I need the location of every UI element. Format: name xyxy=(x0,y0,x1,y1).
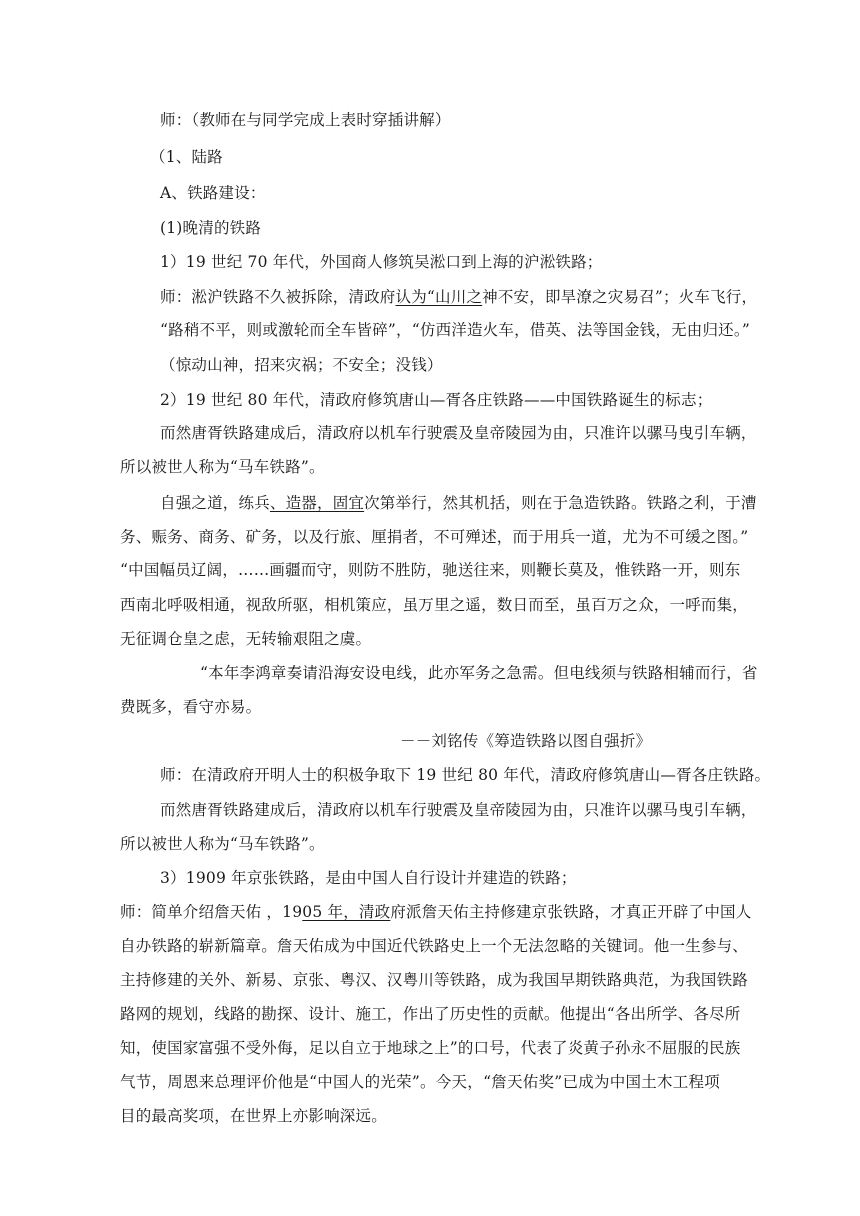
point-3-jingzhang-railway: 3）1909 年京张铁路，是由中国人自行设计并建造的铁路； xyxy=(160,869,577,887)
subsection-heading-late-qing-railway: (1)晚清的铁路 xyxy=(160,219,262,237)
quote-self-strengthening-part-c: 次第举行，然其机括，则在于急造铁路。铁路之利，于漕 xyxy=(364,494,757,512)
summary-reasons: （惊动山神，招来灾祸；不安全；没钱） xyxy=(160,356,443,374)
underlined-phrase-1905-qing: 05 年，清政 xyxy=(302,903,391,921)
teacher-note-zhan-part-a: 师：简单介绍詹天佑 ，19 xyxy=(120,903,303,921)
quote-self-strengthening-line-1 xyxy=(160,493,757,513)
quote-train-hazards: “路稍不平，则或激轮而全车皆碎”，“仿西洋造火车，借英、法等国金钱，无由归还。” xyxy=(160,321,750,339)
quote-telegraph-line-2: 费既多，看守亦易。 xyxy=(120,698,262,716)
quote-vast-territory-line-2: 西南北呼吸相通，视敌所驱，相机策应，虽万里之遥，数日而至，虽百万之众，一呼而集， xyxy=(120,596,749,614)
paragraph-horse-railway-line-1: 而然唐胥铁路建成后，清政府以机车行驶震及皇帝陵园为由，只准许以骡马曳引车辆， xyxy=(160,424,757,442)
teacher-note-woosung-part-c: 神不安，即旱潦之灾易召”；火车飞行， xyxy=(482,288,758,306)
quote-vast-territory-line-3: 无征调仓皇之虑，无转输艰阻之虞。 xyxy=(120,630,372,648)
teacher-note-woosung xyxy=(160,287,758,307)
paragraph-horse-railway-line-2: 所以被世人称为“马车铁路”。 xyxy=(120,458,325,476)
quote-self-strengthening-line-2: 务、赈务、商务、矿务，以及行旅、厘捐者，不可殚述，而于用兵一道，尤为不可缓之图。” xyxy=(120,528,749,546)
teacher-note-zhan-tianyou-line-2: 自办铁路的崭新篇章。詹天佑成为中国近代铁路史上一个无法忽略的关键词。他一生参与、 xyxy=(120,937,749,955)
teacher-note-woosung-part-a: 师：淞沪铁路不久被拆除，清政府 xyxy=(160,288,396,306)
teacher-note-zhan-tianyou-line-5: 知，使国家富强不受外侮，足以自立于地球之上”的口号，代表了炎黄子孙永不屈服的民族 xyxy=(120,1039,741,1057)
quote-vast-territory-line-1: “中国幅员辽阔，……画疆而守，则防不胜防，驰送往来，则鞭长莫及，惟铁路一开，则东 xyxy=(120,561,741,579)
teacher-note-zhan-tianyou-line-6: 气节，周恩来总理评价他是“中国人的光荣”。今天，“詹天佑奖”已成为中国土木工程项 xyxy=(120,1073,720,1091)
paragraph-horse-railway-repeat-line-1: 而然唐胥铁路建成后，清政府以机车行驶震及皇帝陵园为由，只准许以骡马曳引车辆， xyxy=(160,801,757,819)
subsection-heading-railway-construction: A、铁路建设： xyxy=(160,184,266,202)
paragraph-horse-railway-repeat-line-2: 所以被世人称为“马车铁路”。 xyxy=(120,835,325,853)
quote-attribution-liu-mingchuan: －－刘铭传《筹造铁路以图自强折》 xyxy=(400,732,652,750)
teacher-note-zhan-tianyou-line-4: 路网的规划，线路的勘探、设计、施工，作出了历史性的贡献。他提出“各出所学、各尽所 xyxy=(120,1005,741,1023)
quote-self-strengthening-part-a: 自强之道，练兵 xyxy=(160,494,270,512)
teacher-note-zhan-part-c: 府派詹天佑主持修建京张铁路，才真正开辟了中国人 xyxy=(390,903,752,921)
quote-telegraph-line-1: “本年李鸿章奏请沿海安设电线，此亦军务之急需。但电线须与铁路相辅而行，省 xyxy=(200,664,758,682)
point-2-tangxu-railway: 2）19 世纪 80 年代，清政府修筑唐山—胥各庄铁路——中国铁路诞生的标志； xyxy=(160,391,713,409)
teacher-note-zhan-tianyou-line-3: 主持修建的关外、新易、京张、粤汉、汉粤川等铁路，成为我国早期铁路典范，为我国铁路 xyxy=(120,971,749,989)
point-1-woosung-railway: 1）19 世纪 70 年代，外国商人修筑吴淞口到上海的沪淞铁路； xyxy=(160,253,603,271)
underlined-phrase-weapon-making: 、造器，固宜 xyxy=(269,494,365,512)
teacher-note-intro: 师：（教师在与同学完成上表时穿插讲解） xyxy=(160,111,451,129)
teacher-note-tangxu: 师：在清政府开明人士的积极争取下 19 世纪 80 年代，清政府修筑唐山—胥各庄铁路。 xyxy=(160,766,771,784)
underlined-phrase-mountain-spirit: 认为“山川之 xyxy=(395,288,483,306)
section-heading-land-route: （1、陆路 xyxy=(150,148,223,166)
teacher-note-zhan-tianyou-line-7: 目的最高奖项，在世界上亦影响深远。 xyxy=(120,1107,387,1125)
teacher-note-zhan-tianyou-line-1 xyxy=(120,902,752,922)
